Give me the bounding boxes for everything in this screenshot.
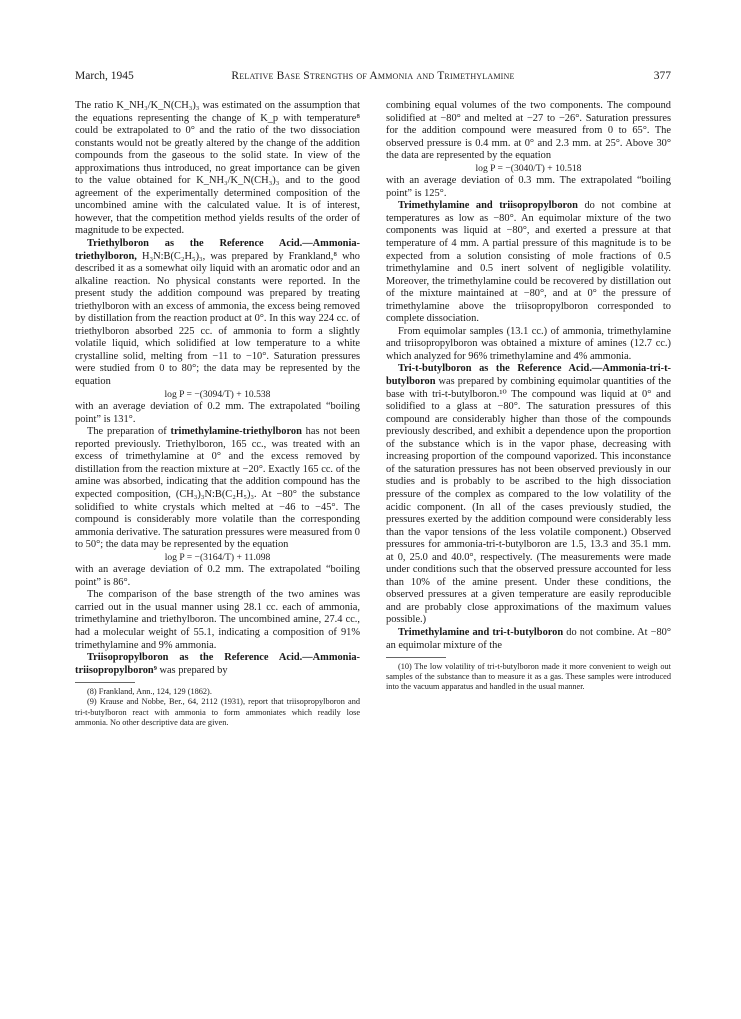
footnote: (10) The low volatility of tri-t-butylboron made it more convenient to weigh out samples of the substance than to measure it as a gas. These samples were introduced into the vacuum apparatus and handled in the usual manner. xyxy=(386,662,671,692)
running-header xyxy=(75,70,671,86)
page-number: 377 xyxy=(653,70,671,82)
paragraph: The preparation of trimethylamine-triethylboron has not been reported previously. Triethylboron, 165 cc., was treated with an excess of trimethylamine at 0° and the excess removed by distillation from the reaction mixture at −20°. Exactly 165 cc. of the amine was absorbed, indicating that the addition compound has the expected composition, (CH₃)₃N:B(C₂H₅)₃. At −80° the substance solidified to white crystals which melted at −46 to −45°. The compound is considerably more volatile than the corresponding ammonia derivative. The saturation pressures were measured from 0 to 50°; the data may be represented by the equation xyxy=(75,426,360,551)
section-heading: Tri-t-butylboron as the Reference Acid.—Ammonia-tri-t-butylboron xyxy=(386,363,671,388)
equation: log P = −(3094/T) + 10.538 xyxy=(164,388,271,400)
compound-name: Trimethylamine and tri-t-butylboron xyxy=(398,626,564,638)
compound-name: Trimethylamine and triisopropylboron xyxy=(398,200,578,212)
paragraph: From equimolar samples (13.1 cc.) of ammonia, trimethylamine and triisopropylboron was obtained a mixture of amines (12.7 cc.) which analyzed for 96% trimethylamine and 4% ammonia. xyxy=(386,325,671,362)
paragraph: Triisopropylboron as the Reference Acid.—Ammonia-triisopropylboron⁹ was prepared by xyxy=(75,652,360,676)
paragraph: The comparison of the base strength of the two amines was carried out in the usual manner using 28.1 cc. each of ammonia, trimethylamine and triethylboron. The uncombined amine, 27.4 cc., had a molecular weight of 55.1, indicating a composition of 91% trimethylamine and 9% ammonia. xyxy=(75,589,360,651)
paragraph: The ratio K_NH₃/K_N(CH₃)₃ was estimated on the assumption that the equations representing the change of K_p with temperature⁸ could be extrapolated to 0° and the ratio of the two dissociation constants would not be greatly altered by the change of the addition compounds from the gaseous to the solid state. In view of the approximations thus introduced, no great importance can be given to the value obtained for K_NH₃/K_N(CH₃)₃ and to the good agreement of the experimentally determined composition of the uncombined amine with the calculated value. It is of interest, however, that the competition method yields results of the order of magnitude to be expected. xyxy=(75,100,360,237)
footnote-rule xyxy=(75,682,135,683)
footnote-rule xyxy=(386,657,446,658)
running-title: Relative Base Strengths of Ammonia and Trimethylamine xyxy=(231,70,515,82)
formula: H₃N:B(C₂H₅)₃, xyxy=(136,250,206,262)
paragraph: Trimethylamine and triisopropylboron do not combine at temperatures as low as −80°. An equimolar mixture of the two components was liquid at −80°, and exerted a pressure at that temperature of 4 mm. A partial pressure of this magnitude is to be expected from a solution consisting of mole fractions of 0.5 trimethylamine and 0.5 inert solvent of negligible volatility. Moreover, the trimethylamine could be recovered by distillation out of the mixture maintained at −80°, and at 0° the pressure of trimethylamine above the triisopropylboron corresponded to complete dissociation. xyxy=(386,200,671,325)
right-column xyxy=(386,100,671,693)
issue-date: March, 1945 xyxy=(75,70,134,82)
compound-name: trimethylamine-triethylboron xyxy=(170,426,302,438)
left-column xyxy=(75,100,360,728)
paragraph: with an average deviation of 0.2 mm. The extrapolated “boiling point” is 131°. xyxy=(75,401,360,425)
section-heading: Triethylboron as the Reference Acid.—Ammonia-triethylboron, xyxy=(75,238,360,262)
paragraph: with an average deviation of 0.3 mm. The extrapolated “boiling point” is 125°. xyxy=(386,175,671,199)
paragraph: Triethylboron as the Reference Acid.—Ammonia-triethylboron, H₃N:B(C₂H₅)₃, was prepared by Frankland,⁸ who described it as a somewhat oily liquid with an aromatic odor and an alkaline reaction. No physical constants were reported. In the present study the addition compound was prepared by treating triethylboron with an excess of ammonia, the excess being removed by distillation from the reaction product at 0°. In this way 224 cc. of triethylboron absorbed 225 cc. of ammonia to form a slightly volatile liquid, which solidified at low temperature to a white crystalline solid, melting from −11 to −10°. Saturation pressures were studied from 0 to 80°; the data may be represented by the equation xyxy=(75,238,360,388)
equation: log P = −(3164/T) + 11.098 xyxy=(164,551,271,563)
footnote: (9) Krause and Nobbe, Ber., 64, 2112 (1931), report that triisopropylboron and tri-t-butylboron react with ammonia to form ammoniates which readily lose ammonia. No other descriptive data are given. xyxy=(75,697,360,727)
section-heading: Triisopropylboron as the Reference Acid.—Ammonia-triisopropylboron⁹ xyxy=(75,652,360,676)
paragraph: Tri-t-butylboron as the Reference Acid.—Ammonia-tri-t-butylboron was prepared by combining equimolar quantities of the base with tri-t-butylboron.¹⁰ The compound was liquid at 0° and solidified to a glass at −80°. The saturation pressures of this compound are considerably higher than those of the compounds previously described, and exhibit a dependence upon the proportion of the substance which is in the vapor phase, decreasing with increasing proportion of the compound vaporized. This inconstance of the saturation pressures has not been observed previously in our studies and is probably to be ascribed to the high dissociation pressure of the complex as compared to the low volatility of the acidic component. (In all of the cases previously studied, the pressures exerted by the addition compound were considerably less than the vapor tensions of the less volatile component.) Observed pressures for ammonia-tri-t-butylboron are 1.5, 13.3 and 35.1 mm. at 0, 25.0 and 40.0°, respectively. (The measurements were made under conditions such that the observed pressure accounted for less than 10% of the amine present. Under these conditions, the observed pressures at a given temperature are easily reproducible and are probably close approximations of the maximum values possible.) xyxy=(386,363,671,626)
equation: log P = −(3040/T) + 10.518 xyxy=(475,162,582,174)
paragraph: Trimethylamine and tri-t-butylboron do not combine. At −80° an equimolar mixture of the xyxy=(386,626,671,651)
footnote: (8) Frankland, Ann., 124, 129 (1862). xyxy=(87,687,212,697)
paragraph: combining equal volumes of the two components. The compound solidified at −80° and melted at −27 to −26°. Saturation pressures for the addition compound were measured from 0 to 65°. The observed pressure is 0.4 mm. at 0° and 2.3 mm. at 25°. Above 30° the data are represented by the equation xyxy=(386,100,671,162)
paragraph: with an average deviation of 0.2 mm. The extrapolated “boiling point” is 86°. xyxy=(75,564,360,588)
